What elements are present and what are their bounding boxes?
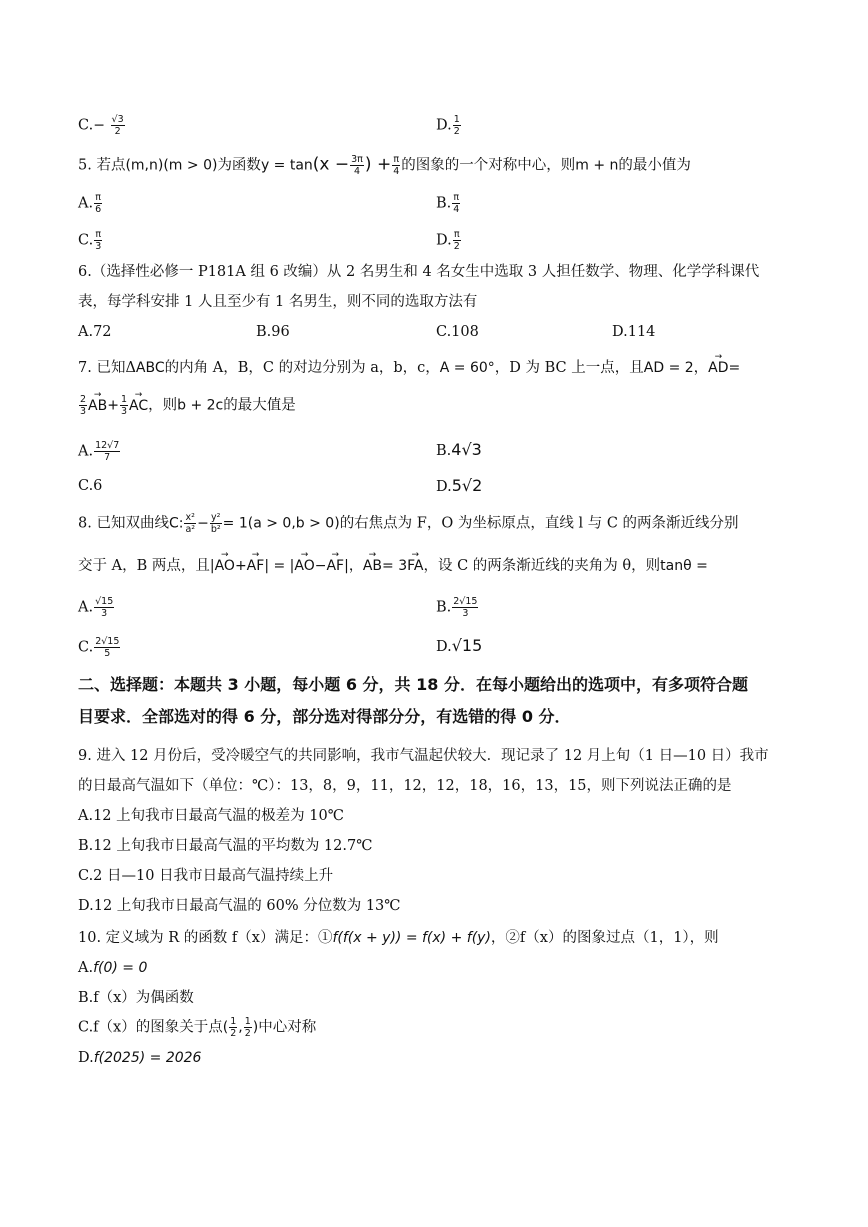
q7-option-b: B.4√3 [436,440,482,459]
q9-line-2: 的日最高气温如下（单位：℃）：13，8，9，11，12，12，18，16，13，15，则下列说法正确的是 [78,778,732,794]
vector-af: → AF [247,556,265,576]
minus-sign: − [93,117,105,134]
q7-stem-line-1: 7. 已知ΔABC的内角 A，B，C 的对边分别为 a，b，c，A = 60°，D 为 BC 上一点，且AD = 2，→ AD= [78,358,740,378]
vector-ao: → AO [294,556,314,576]
q5-option-b: B. $\frac{\pi}{4}$ [436,192,460,215]
q5-option-d: D. $\frac{\pi}{2}$ [436,229,460,252]
q9-option-c: C.2 日—10 日我市日最高气温持续上升 [78,868,334,884]
vector-ad: → AD [708,358,728,378]
q6-option-d: D.114 [612,324,656,340]
q8-stem-line-2: 交于 A，B 两点，且|→ AO+→ AF| = |→ AO−→ AF|，→ AB= 3→ FA，设 C 的两条渐近线的夹角为 θ，则tanθ = [78,556,708,576]
q10-option-c: C.f（x）的图象关于点( $\frac{1}{2}$ , $\frac{1}{2}$ )中心对称 [78,1016,317,1039]
q10-option-b: B.f（x）为偶函数 [78,990,194,1006]
option-label: D. [436,117,452,134]
q10-option-a: A.f(0) = 0 [78,960,148,976]
vector-ab: → AB [88,396,107,416]
section-heading-line-1: 二、选择题：本题共 3 小题，每小题 6 分，共 18 分．在每小题给出的选项中，有多项符合题 [78,675,748,694]
q9-line-1: 9. 进入 12 月份后，受冷暖空气的共同影响，我市气温起伏较大．现记录了 12 月上旬（1 日—10 日）我市 [78,748,769,764]
q9-option-a: A.12 上旬我市日最高气温的极差为 10℃ [78,808,344,824]
q7-option-c: C.6 [78,478,103,494]
vector-af: → AF [326,556,344,576]
fraction: $\frac{1}{2}$ [453,114,460,137]
q4-option-d [436,114,462,137]
q5-stem: 5. 若点(m,n)(m > 0)为函数y = tan(x − $\frac{3\pi}{4}$ ) + $\frac{\pi}{4}$ 的图象的一个对称中心，则m + n的最小值为 [78,154,691,177]
q6-line-1: 6.（选择性必修一 P181A 组 6 改编）从 2 名男生和 4 名女生中选取 3 人担任数学、物理、化学学科课代 [78,264,760,280]
vector-ab: → AB [363,556,382,576]
q6-option-a: A.72 [78,324,112,340]
q7-stem-line-2: $\frac{2}{3}$ → AB+ $\frac{1}{3}$ → AC，则b + 2c的最大值是 [78,394,296,417]
q6-option-b: B.96 [256,324,290,340]
q10-stem: 10. 定义域为 R 的函数 f（x）满足：①f(f(x + y)) = f(x) + f(y)，②f（x）的图象过点（1，1），则 [78,930,719,946]
q9-option-b: B.12 上旬我市日最高气温的平均数为 12.7℃ [78,838,373,854]
option-label: C. [78,117,94,134]
vector-ao: → AO [215,556,235,576]
q6-line-2: 表，每学科安排 1 人且至少有 1 名男生，则不同的选取方法有 [78,294,478,310]
q7-option-a: A. $\frac{12√7}{7}$ [78,440,120,463]
vector-fa: → FA [407,556,423,576]
q6-option-c: C.108 [436,324,479,340]
q8-option-c: C. $\frac{2√15}{5}$ [78,636,120,659]
q9-option-d: D.12 上旬我市日最高气温的 60% 分位数为 13℃ [78,898,401,914]
q8-option-d: D.√15 [436,636,483,655]
q5-option-a: A. $\frac{\pi}{6}$ [78,192,102,215]
q5-option-c: C. $\frac{\pi}{3}$ [78,229,102,252]
q8-stem-line-1: 8. 已知双曲线C: $\frac{\text{x²}}{\text{a²}}$ − $\frac{\text{y²}}{\text{b²}}$ = 1(a > 0,b > 0)的右焦点为 F，O 为坐标原点，直线 l 与 C 的两条渐近线分别 [78,512,739,535]
q4-option-c [78,114,126,137]
q7-option-d: D.5√2 [436,476,483,495]
q8-option-a: A. $\frac{√15}{3}$ [78,596,114,619]
q8-option-b: B. $\frac{2√15}{3}$ [436,596,478,619]
section-heading-line-2: 目要求．全部选对的得 6 分，部分选对得部分分，有选错的得 0 分． [78,707,571,726]
fraction: $\frac{√3}{2}$ [111,114,124,137]
vector-ac: → AC [129,396,148,416]
q10-option-d: D.f(2025) = 2026 [78,1050,202,1066]
